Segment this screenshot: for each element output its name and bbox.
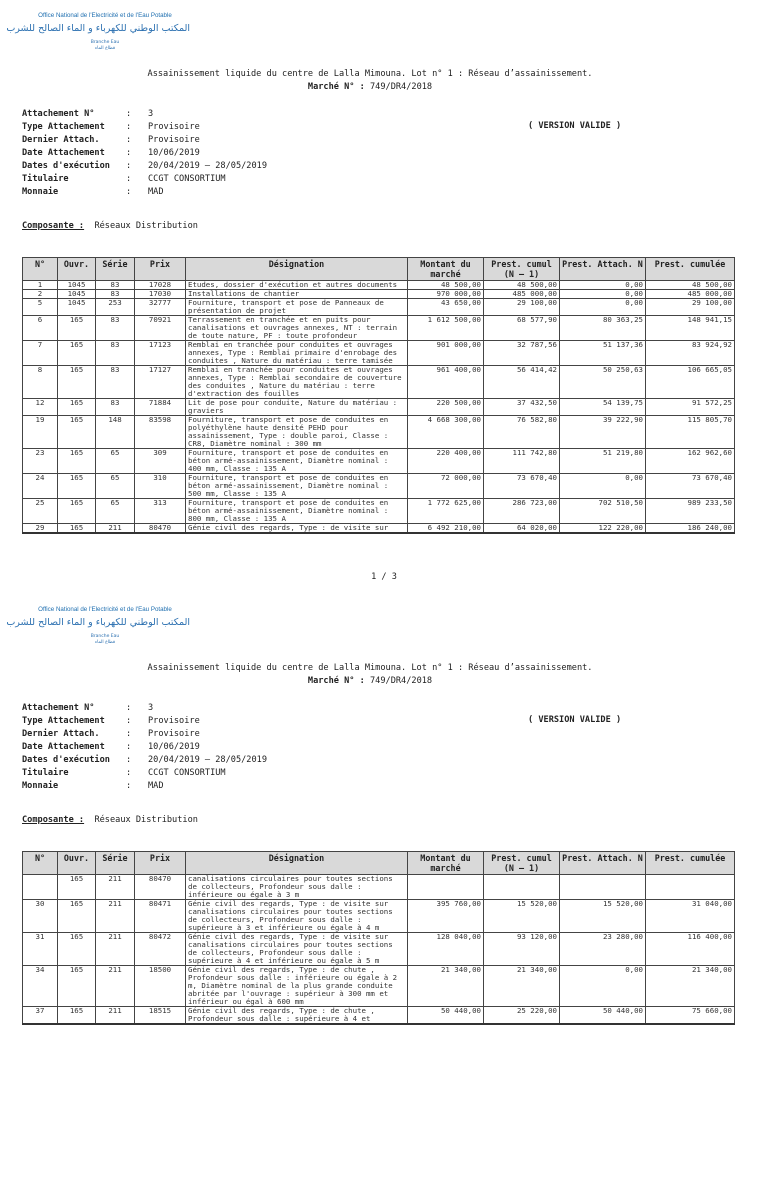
cell-prest-attach: 0,00	[560, 290, 646, 299]
cell-prest-cumul: 48 500,00	[484, 281, 560, 290]
row-number: 8	[23, 366, 58, 399]
cell-prest-attach	[560, 875, 646, 900]
info-row: Dates d'exécution : 20/04/2019 – 28/05/2019	[22, 755, 267, 765]
table-row	[23, 900, 735, 933]
cell-montant: 48 500,00	[408, 281, 484, 290]
row-number: 23	[23, 449, 58, 474]
cell-prest-cumulee: 989 233,50	[646, 499, 735, 524]
table-header-row	[23, 852, 735, 875]
table-header-row	[23, 258, 735, 281]
cell-prix: 80472	[135, 933, 186, 966]
marche-line: Marché N° : 749/DR4/2018	[307, 676, 433, 686]
info-row: Monnaie : MAD	[22, 187, 164, 197]
table-row	[23, 966, 735, 1007]
row-number: 30	[23, 900, 58, 933]
cell-serie: 65	[96, 474, 135, 499]
cell-ouvrage: 165	[58, 875, 96, 900]
logo-branch-text: Branche Eau قطاع الماء	[90, 40, 120, 51]
composante-line: Composante : Réseaux Distribution	[22, 815, 198, 825]
cell-prest-cumulee: 106 665,05	[646, 366, 735, 399]
col-header-designation: Désignation	[186, 258, 408, 281]
cell-prest-attach: 50 250,63	[560, 366, 646, 399]
row-number: 12	[23, 399, 58, 416]
col-header-montant: Montant du marché	[408, 258, 484, 281]
table-row	[23, 290, 735, 299]
table-row	[23, 399, 735, 416]
cell-prest-cumulee: 162 962,60	[646, 449, 735, 474]
cell-montant: 4 668 300,00	[408, 416, 484, 449]
table-row	[23, 416, 735, 449]
cell-ouvrage: 165	[58, 1007, 96, 1025]
cell-prix: 80470	[135, 524, 186, 534]
composante-line: Composante : Réseaux Distribution	[22, 221, 198, 231]
cell-prest-attach: 50 440,00	[560, 1007, 646, 1025]
cell-prest-cumul: 32 787,56	[484, 341, 560, 366]
cell-serie: 65	[96, 449, 135, 474]
cell-designation: Génie civil des regards, Type : de visite sur canalisations circulaires pour toutes sections de collecteurs, Profondeur sous dalle : supérieure à 4 et inférieure ou égale à 5 m	[186, 933, 408, 966]
cell-ouvrage: 165	[58, 933, 96, 966]
cell-prest-cumul: 64 020,00	[484, 524, 560, 534]
cell-ouvrage: 1045	[58, 299, 96, 316]
cell-montant	[408, 875, 484, 900]
row-number: 2	[23, 290, 58, 299]
cell-prix: 309	[135, 449, 186, 474]
cell-ouvrage: 1045	[58, 281, 96, 290]
logo-french-text: Office National de l'Electricité et de l'Eau Potable	[38, 12, 172, 19]
cell-prest-attach: 54 139,75	[560, 399, 646, 416]
cell-designation: Terrassement en tranchée et en puits pour canalisations et ouvrages annexes, NT : terrain de toute nature, PF : toute profondeur	[186, 316, 408, 341]
cell-prest-attach: 0,00	[560, 281, 646, 290]
cell-designation: Fourniture, transport et pose de conduites en polyéthylène haute densité PEHD pour assainissement, Type : double paroi, Classe : CR8, Diamètre nominal : 300 mm	[186, 416, 408, 449]
cell-prest-cumulee: 83 924,92	[646, 341, 735, 366]
table-row	[23, 524, 735, 534]
cell-ouvrage: 165	[58, 449, 96, 474]
col-header-prest-cumulee: Prest. cumulée	[646, 258, 735, 281]
cell-ouvrage: 165	[58, 966, 96, 1007]
table-row	[23, 449, 735, 474]
cell-prix: 17123	[135, 341, 186, 366]
cell-serie: 211	[96, 875, 135, 900]
cell-montant: 50 440,00	[408, 1007, 484, 1025]
project-title: Assainissement liquide du centre de Lalla Mimouna. Lot n° 1 : Réseau d’assainissement.	[147, 69, 593, 79]
row-number: 24	[23, 474, 58, 499]
cell-designation: Fourniture, transport et pose de conduites en béton armé-assainissement, Diamètre nominal : 400 mm, Classe : 135 A	[186, 449, 408, 474]
cell-serie: 211	[96, 933, 135, 966]
cell-prest-cumul: 485 000,00	[484, 290, 560, 299]
cell-designation: Remblai en tranchée pour conduites et ouvrages annexes, Type : Remblai secondaire de couverture des conduites , Nature du matériau : terre d'extraction des fouilles	[186, 366, 408, 399]
cell-prest-cumul: 15 520,00	[484, 900, 560, 933]
row-number: 19	[23, 416, 58, 449]
col-header-designation: Désignation	[186, 852, 408, 875]
row-number: 31	[23, 933, 58, 966]
row-number: 1	[23, 281, 58, 290]
cell-ouvrage: 165	[58, 399, 96, 416]
cell-prest-attach: 51 219,80	[560, 449, 646, 474]
cell-designation: Lit de pose pour conduite, Nature du matériau : graviers	[186, 399, 408, 416]
cell-serie: 148	[96, 416, 135, 449]
cell-montant: 128 040,00	[408, 933, 484, 966]
info-row: Type Attachement : Provisoire	[22, 122, 200, 132]
cell-montant: 1 612 500,00	[408, 316, 484, 341]
cell-prest-attach: 0,00	[560, 474, 646, 499]
cell-serie: 83	[96, 290, 135, 299]
info-row: Date Attachement : 10/06/2019	[22, 742, 200, 752]
cell-serie: 211	[96, 900, 135, 933]
cell-serie: 83	[96, 281, 135, 290]
cell-serie: 83	[96, 399, 135, 416]
cell-prest-cumul: 37 432,50	[484, 399, 560, 416]
info-row: Attachement N° : 3	[22, 109, 154, 119]
cell-montant: 220 500,00	[408, 399, 484, 416]
cell-prest-cumulee: 115 805,70	[646, 416, 735, 449]
col-header-prest-cumulee: Prest. cumulée	[646, 852, 735, 875]
document-page-2	[0, 594, 768, 1188]
info-row: Type Attachement : Provisoire	[22, 716, 200, 726]
onee-logo	[6, 606, 190, 646]
table-row	[23, 299, 735, 316]
cell-prest-cumul: 76 582,80	[484, 416, 560, 449]
cell-designation: canalisations circulaires pour toutes sections de collecteurs, Profondeur sous dalle : inférieure ou égale à 3 m	[186, 875, 408, 900]
info-row: Monnaie : MAD	[22, 781, 164, 791]
cell-ouvrage: 165	[58, 900, 96, 933]
col-header-prest-attach: Prest. Attach. N	[560, 258, 646, 281]
cell-prest-cumul: 56 414,42	[484, 366, 560, 399]
cell-prest-attach: 23 280,00	[560, 933, 646, 966]
row-number: 29	[23, 524, 58, 534]
col-header-montant: Montant du marché	[408, 852, 484, 875]
cell-prest-cumulee: 186 240,00	[646, 524, 735, 534]
cell-prest-cumulee: 485 000,00	[646, 290, 735, 299]
cell-prix: 80470	[135, 875, 186, 900]
cell-prest-cumulee: 48 500,00	[646, 281, 735, 290]
table-row	[23, 281, 735, 290]
page-number: 1 / 3	[371, 572, 397, 582]
cell-serie: 83	[96, 316, 135, 341]
cell-designation: Génie civil des regards, Type : de chute , Profondeur sous dalle : inférieure ou égale à 2 m, Diamètre nominal de la plus grande conduite abritée par l'ouvrage : supérieur à 300 mm et inférieur ou égal à 600 mm	[186, 966, 408, 1007]
cell-montant: 961 400,00	[408, 366, 484, 399]
cell-prest-cumulee: 116 400,00	[646, 933, 735, 966]
col-header-num: N°	[23, 852, 58, 875]
cell-designation: Fourniture, transport et pose de Panneaux de présentation de projet	[186, 299, 408, 316]
cell-prest-attach: 39 222,90	[560, 416, 646, 449]
info-row: Titulaire : CCGT CONSORTIUM	[22, 768, 226, 778]
cell-prest-cumulee: 21 340,00	[646, 966, 735, 1007]
cell-serie: 83	[96, 341, 135, 366]
cell-montant: 220 400,00	[408, 449, 484, 474]
cell-ouvrage: 165	[58, 499, 96, 524]
version-status: ( VERSION VALIDE )	[528, 121, 622, 131]
table-row	[23, 933, 735, 966]
cell-prix: 17028	[135, 281, 186, 290]
cell-prix: 313	[135, 499, 186, 524]
cell-serie: 211	[96, 524, 135, 534]
logo-arabic-text: المكتب الوطني للكهرباء و الماء الصالح للشرب	[6, 617, 190, 628]
cell-prix: 18515	[135, 1007, 186, 1025]
project-title: Assainissement liquide du centre de Lalla Mimouna. Lot n° 1 : Réseau d’assainissement.	[147, 663, 593, 673]
cell-designation: Génie civil des regards, Type : de chute , Profondeur sous dalle : supérieure à 4 et	[186, 1007, 408, 1025]
col-header-prix: Prix	[135, 258, 186, 281]
attachment-info	[22, 702, 267, 793]
cell-montant: 395 760,00	[408, 900, 484, 933]
col-header-prix: Prix	[135, 852, 186, 875]
info-row: Dernier Attach. : Provisoire	[22, 729, 200, 739]
cell-prest-attach: 51 137,36	[560, 341, 646, 366]
version-status: ( VERSION VALIDE )	[528, 715, 622, 725]
cell-prest-cumulee: 91 572,25	[646, 399, 735, 416]
col-header-serie: Série	[96, 258, 135, 281]
cell-serie: 211	[96, 966, 135, 1007]
cell-prest-cumul: 286 723,00	[484, 499, 560, 524]
info-row: Date Attachement : 10/06/2019	[22, 148, 200, 158]
cell-ouvrage: 165	[58, 474, 96, 499]
col-header-ouvr: Ouvr.	[58, 258, 96, 281]
col-header-prest-attach: Prest. Attach. N	[560, 852, 646, 875]
cell-montant: 43 650,00	[408, 299, 484, 316]
table-row	[23, 474, 735, 499]
table-row	[23, 316, 735, 341]
table-row	[23, 875, 735, 900]
cell-designation: Etudes, dossier d'exécution et autres documents	[186, 281, 408, 290]
cell-prest-attach: 0,00	[560, 966, 646, 1007]
cell-prest-attach: 0,00	[560, 299, 646, 316]
cell-montant: 970 000,00	[408, 290, 484, 299]
row-number: 6	[23, 316, 58, 341]
cell-montant: 1 772 625,00	[408, 499, 484, 524]
cell-montant: 21 340,00	[408, 966, 484, 1007]
cell-serie: 83	[96, 366, 135, 399]
cell-serie: 253	[96, 299, 135, 316]
cell-prest-cumul	[484, 875, 560, 900]
info-row: Dates d'exécution : 20/04/2019 – 28/05/2019	[22, 161, 267, 171]
cell-prix: 83598	[135, 416, 186, 449]
cell-prest-cumul: 73 670,40	[484, 474, 560, 499]
cell-designation: Installations de chantier	[186, 290, 408, 299]
cell-ouvrage: 165	[58, 524, 96, 534]
cell-prix: 18500	[135, 966, 186, 1007]
cell-prix: 32777	[135, 299, 186, 316]
logo-branch-text: Branche Eau قطاع الماء	[90, 634, 120, 645]
cell-prest-cumul: 29 100,00	[484, 299, 560, 316]
onee-logo	[6, 12, 190, 52]
cell-prest-cumul: 68 577,90	[484, 316, 560, 341]
cell-prest-attach: 122 220,00	[560, 524, 646, 534]
cell-prest-cumulee: 148 941,15	[646, 316, 735, 341]
cell-prest-attach: 15 520,00	[560, 900, 646, 933]
col-header-ouvr: Ouvr.	[58, 852, 96, 875]
cell-prix: 17030	[135, 290, 186, 299]
cell-prest-attach: 702 510,50	[560, 499, 646, 524]
logo-french-text: Office National de l'Electricité et de l'Eau Potable	[38, 606, 172, 613]
cell-prix: 17127	[135, 366, 186, 399]
cell-prest-cumul: 111 742,80	[484, 449, 560, 474]
row-number	[23, 875, 58, 900]
col-header-serie: Série	[96, 852, 135, 875]
cell-designation: Fourniture, transport et pose de conduites en béton armé-assainissement, Diamètre nominal : 800 mm, Classe : 135 A	[186, 499, 408, 524]
cell-prest-cumulee: 75 660,00	[646, 1007, 735, 1025]
cell-montant: 901 000,00	[408, 341, 484, 366]
logo-arabic-text: المكتب الوطني للكهرباء و الماء الصالح للشرب	[6, 23, 190, 34]
cell-prix: 70921	[135, 316, 186, 341]
cell-serie: 65	[96, 499, 135, 524]
table-row	[23, 1007, 735, 1025]
cell-prest-cumulee: 73 670,40	[646, 474, 735, 499]
cell-prest-cumul: 25 220,00	[484, 1007, 560, 1025]
cell-prest-cumul: 93 120,00	[484, 933, 560, 966]
row-number: 25	[23, 499, 58, 524]
table-row	[23, 341, 735, 366]
table-row	[23, 499, 735, 524]
row-number: 7	[23, 341, 58, 366]
cell-prest-cumulee	[646, 875, 735, 900]
info-row: Titulaire : CCGT CONSORTIUM	[22, 174, 226, 184]
attachment-table	[22, 851, 735, 1025]
row-number: 5	[23, 299, 58, 316]
cell-prix: 310	[135, 474, 186, 499]
attachment-info	[22, 108, 267, 199]
marche-line: Marché N° : 749/DR4/2018	[307, 82, 433, 92]
col-header-num: N°	[23, 258, 58, 281]
cell-montant: 72 000,00	[408, 474, 484, 499]
row-number: 37	[23, 1007, 58, 1025]
cell-prix: 71884	[135, 399, 186, 416]
cell-designation: Génie civil des regards, Type : de visite sur canalisations circulaires pour toutes sections de collecteurs, Profondeur sous dalle : supérieure à 3 et inférieure ou égale à 4 m	[186, 900, 408, 933]
cell-designation: Génie civil des regards, Type : de visite sur	[186, 524, 408, 534]
row-number: 34	[23, 966, 58, 1007]
cell-serie: 211	[96, 1007, 135, 1025]
cell-ouvrage: 165	[58, 341, 96, 366]
cell-prest-cumulee: 29 100,00	[646, 299, 735, 316]
col-header-prest-cumul: Prest. cumul (N – 1)	[484, 258, 560, 281]
cell-prest-cumul: 21 340,00	[484, 966, 560, 1007]
cell-ouvrage: 165	[58, 416, 96, 449]
table-row	[23, 366, 735, 399]
cell-prest-cumulee: 31 040,00	[646, 900, 735, 933]
cell-montant: 6 492 210,00	[408, 524, 484, 534]
cell-designation: Fourniture, transport et pose de conduites en béton armé-assainissement, Diamètre nominal : 500 mm, Classe : 135 A	[186, 474, 408, 499]
info-row: Attachement N° : 3	[22, 703, 154, 713]
attachment-table	[22, 257, 735, 534]
cell-prix: 80471	[135, 900, 186, 933]
cell-ouvrage: 1045	[58, 290, 96, 299]
cell-ouvrage: 165	[58, 316, 96, 341]
cell-prest-attach: 80 363,25	[560, 316, 646, 341]
info-row: Dernier Attach. : Provisoire	[22, 135, 200, 145]
col-header-prest-cumul: Prest. cumul (N – 1)	[484, 852, 560, 875]
cell-designation: Remblai en tranchée pour conduites et ouvrages annexes, Type : Remblai primaire d'enrobage des conduites , Nature du matériau : terre tamisée	[186, 341, 408, 366]
cell-ouvrage: 165	[58, 366, 96, 399]
